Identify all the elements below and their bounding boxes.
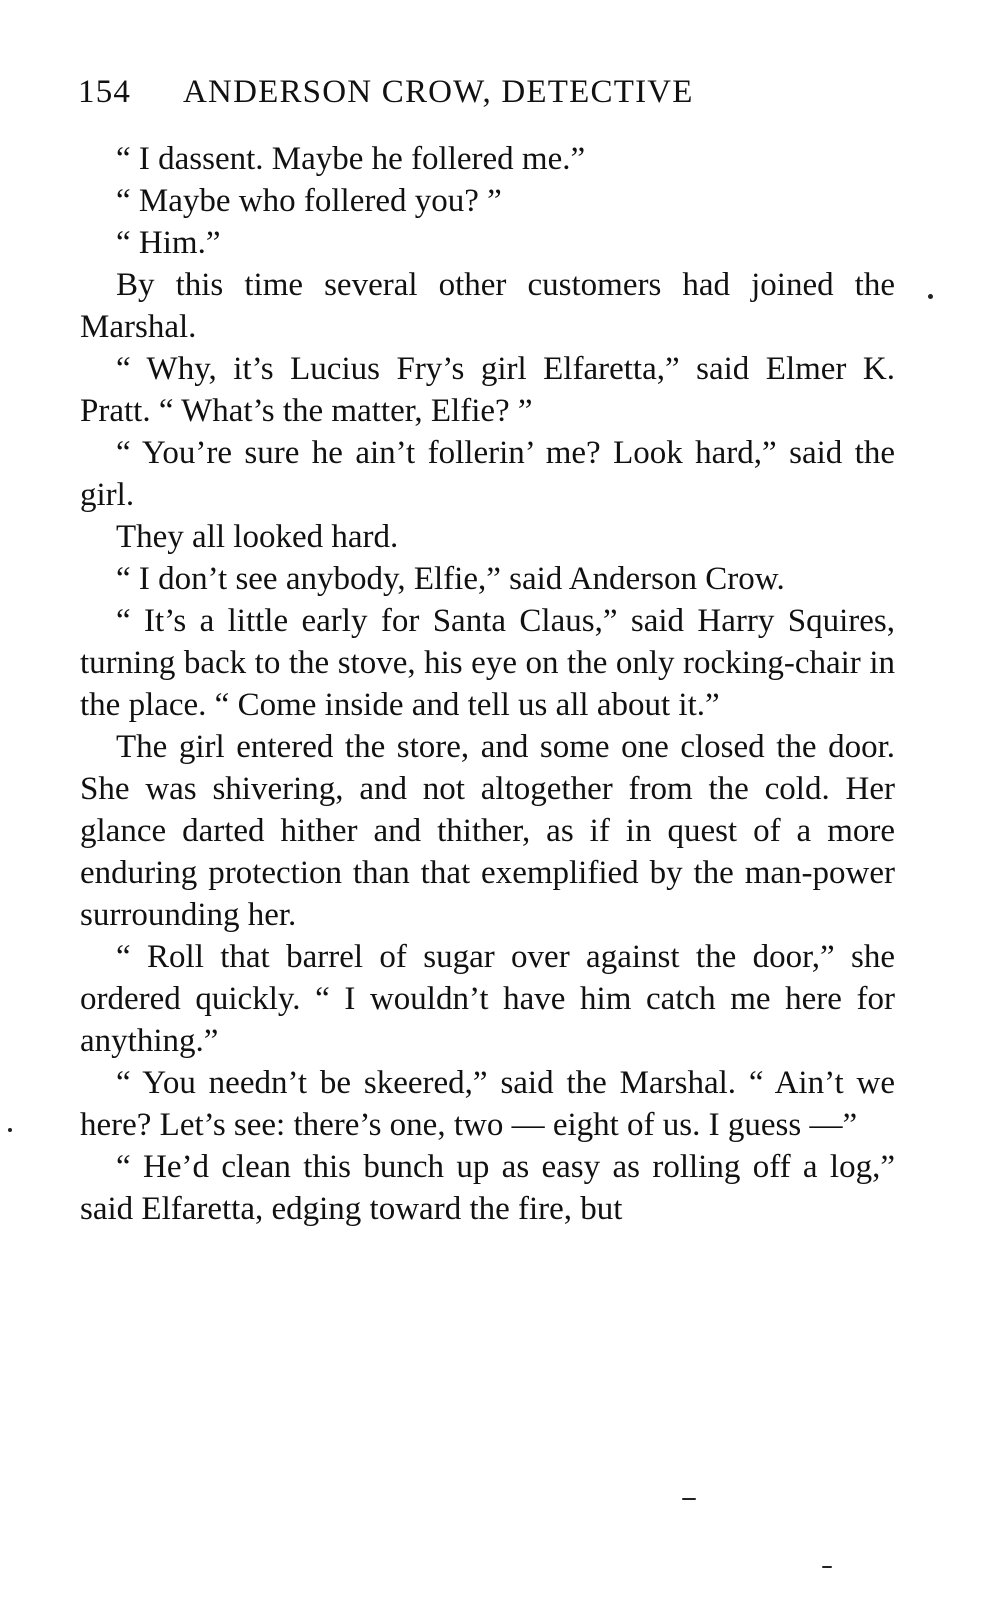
paragraph: “ Him.” [116, 225, 221, 261]
scan-speck [682, 1498, 696, 1500]
running-title: ANDERSON CROW, DETECTIVE [183, 74, 694, 110]
paragraph: “ It’s a little early for Santa Claus,” said Harry Squires, turning back to the stove, his eye on the only rocking-chair in the place. “ Come inside and tell us all about it.” [80, 603, 895, 723]
scan-speck [822, 1566, 832, 1568]
paragraph: They all looked hard. [116, 519, 399, 555]
paragraph: “ Why, it’s Lucius Fry’s girl Elfaretta,” said Elmer K. Pratt. “ What’s the matter, Elfie? ” [80, 351, 895, 429]
paragraph: “ Roll that barrel of sugar over against the door,” she ordered quickly. “ I wouldn’t have him catch me here for anything.” [80, 939, 895, 1059]
paragraph: “ I don’t see anybody, Elfie,” said Anderson Crow. [116, 561, 785, 597]
paragraph: “ I dassent. Maybe he follered me.” [116, 141, 586, 177]
paragraph: “ You’re sure he ain’t follerin’ me? Look hard,” said the girl. [80, 435, 895, 513]
paragraph: The girl entered the store, and some one closed the door. She was shivering, and not altogether from the cold. Her glance darted hither and thither, as if in quest of a more enduring protection than that exemplified by the man-power surrounding her. [80, 729, 895, 933]
paragraph: By this time several other customers had joined the Marshal. [80, 267, 895, 345]
body-text [80, 138, 895, 1230]
paragraph: “ You needn’t be skeered,” said the Marshal. “ Ain’t we here? Let’s see: there’s one, two — eight of us. I guess —” [80, 1065, 895, 1143]
scan-speck [8, 1128, 12, 1132]
page-number: 154 [78, 74, 132, 110]
scan-speck [928, 294, 933, 299]
paragraph: “ He’d clean this bunch up as easy as rolling off a log,” said Elfaretta, edging toward the fire, but [80, 1149, 895, 1227]
paragraph: “ Maybe who follered you? ” [116, 183, 502, 219]
running-header [78, 70, 898, 114]
